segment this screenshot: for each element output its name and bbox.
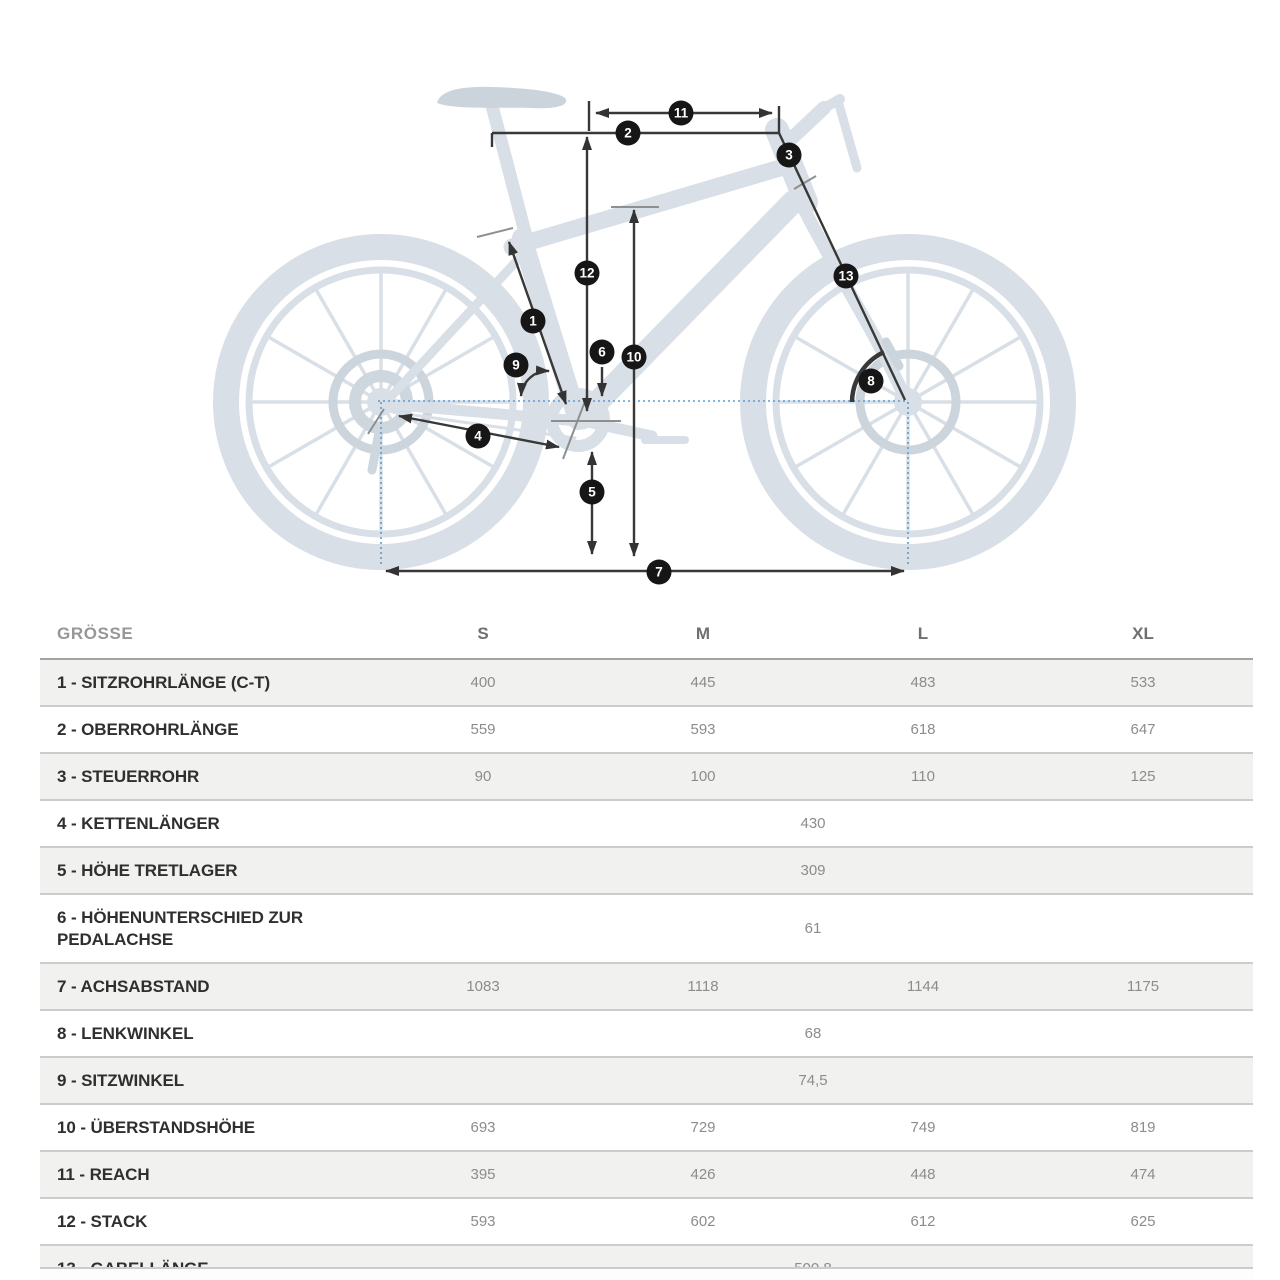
marker-1 (521, 309, 546, 334)
size-column-header: GRÖSSE (57, 624, 134, 643)
marker-9-number: 9 (512, 357, 520, 373)
value-cell: 625 (1130, 1213, 1156, 1230)
size-header-s: S (477, 624, 489, 643)
table-header-row (40, 610, 1253, 658)
value-cell-merged: 309 (800, 862, 826, 879)
row-label: 9 - SITZWINKEL (57, 1070, 185, 1090)
table-row (40, 893, 1253, 962)
row-label: 1 - SITZROHRLÄNGE (C-T) (57, 672, 271, 692)
value-cell: 1118 (687, 978, 719, 995)
size-header-m: M (695, 624, 711, 643)
value-cell: 90 (474, 768, 492, 785)
value-cell: 593 (690, 721, 716, 738)
table-row (40, 1150, 1253, 1197)
value-cell: 593 (470, 1213, 496, 1230)
value-cell: 618 (910, 721, 936, 738)
value-cell: 100 (690, 768, 716, 785)
marker-11-number: 11 (673, 105, 689, 121)
value-cell: 693 (470, 1119, 496, 1136)
marker-12 (575, 261, 600, 286)
value-cell: 426 (690, 1166, 716, 1183)
row-label: 8 - LENKWINKEL (57, 1023, 194, 1043)
value-cell: 1083 (466, 978, 500, 995)
value-cell: 819 (1130, 1119, 1156, 1136)
row-label: 11 - REACH (57, 1164, 150, 1184)
value-cell-merged: 430 (800, 815, 826, 832)
value-cell: 395 (470, 1166, 496, 1183)
table-row (40, 1197, 1253, 1244)
table-row (40, 962, 1253, 1009)
value-cell: 110 (911, 768, 935, 785)
value-cell: 559 (470, 721, 496, 738)
table-row (40, 752, 1253, 799)
value-cell: 749 (910, 1119, 936, 1136)
table-row (40, 1056, 1253, 1103)
marker-3 (777, 143, 802, 168)
table-row (40, 658, 1253, 705)
marker-8-number: 8 (867, 373, 875, 389)
row-label: 7 - ACHSABSTAND (57, 976, 210, 996)
marker-4 (466, 424, 491, 449)
value-cell: 483 (910, 674, 936, 691)
geometry-diagram (0, 0, 1280, 604)
marker-11 (669, 101, 694, 126)
value-cell-merged: 74,5 (798, 1072, 828, 1089)
marker-5-number: 5 (588, 484, 596, 500)
value-cell: 445 (690, 674, 716, 691)
marker-2-number: 2 (624, 125, 632, 141)
value-cell: 602 (690, 1213, 716, 1230)
marker-2 (616, 121, 641, 146)
marker-5 (580, 480, 605, 505)
row-label: 6 - HÖHENUNTERSCHIED ZUR PEDALACHSE (57, 907, 304, 949)
table-row (40, 1103, 1253, 1150)
bike-silhouette (226, 87, 1063, 557)
value-cell: 400 (470, 674, 496, 691)
geometry-table (40, 610, 1253, 1280)
marker-6-number: 6 (598, 344, 606, 360)
row-label: 3 - STEUERROHR (57, 766, 200, 786)
value-cell: 729 (690, 1119, 716, 1136)
marker-1-number: 1 (529, 313, 537, 329)
marker-13 (834, 264, 859, 289)
value-cell: 474 (1130, 1166, 1156, 1183)
value-cell-merged: 61 (804, 920, 822, 937)
value-cell-merged: 68 (804, 1025, 822, 1042)
marker-10 (622, 345, 647, 370)
value-cell: 1175 (1126, 978, 1160, 995)
marker-8 (859, 369, 884, 394)
row-label: 10 - ÜBERSTANDSHÖHE (57, 1117, 256, 1137)
marker-9 (504, 353, 529, 378)
marker-13-number: 13 (838, 268, 854, 284)
marker-4-number: 4 (474, 428, 482, 444)
row-label: 12 - STACK (57, 1211, 148, 1231)
next-row-edge (40, 1267, 1253, 1280)
size-header-l: L (917, 624, 929, 643)
marker-3-number: 3 (785, 147, 793, 163)
table-row (40, 799, 1253, 846)
size-header-xl: XL (1132, 624, 1154, 643)
value-cell: 533 (1130, 674, 1156, 691)
row-label: 5 - HÖHE TRETLAGER (57, 860, 238, 880)
value-cell: 647 (1130, 721, 1156, 738)
table-row (40, 846, 1253, 893)
value-cell: 125 (1130, 768, 1156, 785)
marker-6 (590, 340, 615, 365)
table-row (40, 1009, 1253, 1056)
marker-7-number: 7 (655, 564, 663, 580)
marker-10-number: 10 (626, 349, 642, 365)
value-cell: 448 (910, 1166, 936, 1183)
row-label: 4 - KETTENLÄNGER (57, 813, 220, 833)
value-cell: 612 (910, 1213, 936, 1230)
saddle (437, 87, 566, 108)
row-label: 2 - OBERROHRLÄNGE (57, 719, 239, 739)
marker-12-number: 12 (579, 265, 595, 281)
table-row (40, 705, 1253, 752)
marker-7 (647, 560, 672, 585)
value-cell: 1144 (906, 978, 940, 995)
